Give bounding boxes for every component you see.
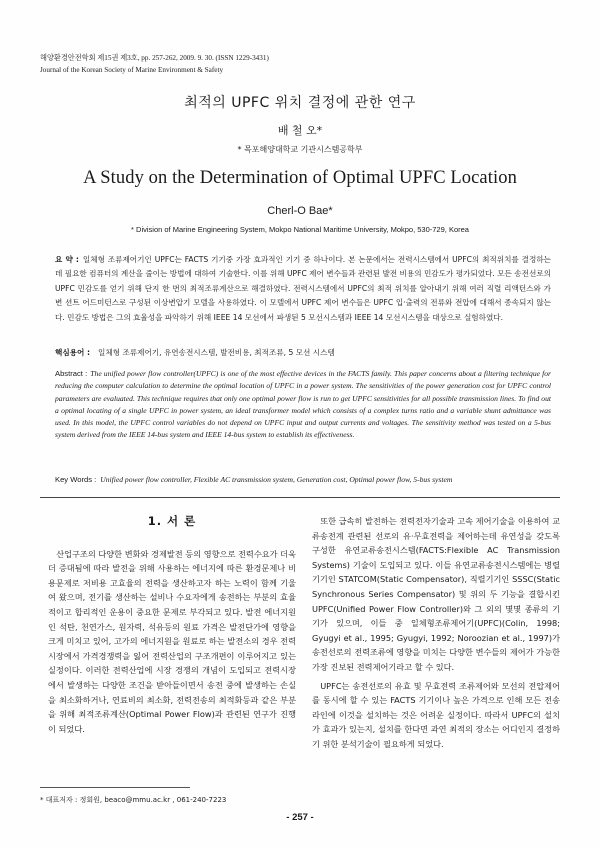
abstract-korean-text: 일체형 조류제어기인 UPFC는 FACTS 기기중 가장 효과적인 기기 중 하나이다. 본 논문에서는 전력시스템에서 UPFC의 최적위치를 결정하는 데 필요한 컴퓨터의 계산을 줄이는 방법에 대하여 기술한다. 이를 위해 UPFC 제어 변수들과 관련된 발전 비용의 민감도가 평가되었다. 모든 송전선로의 UPFC 민감도를 얻기 위해 단지 한 번의 최적조류계산으로 해결하였다. 전력시스템에서 UPFC의 최적 위치를 알아내기 위해 여러 직렬 리액턴스와 가변 션트 어드미턴스로 구성된 이상변압기 모델을 사용하였다. 이 모델에서 UPFC 제어 변수들은 UPFC 입·출력의 전류와 전압에 대해서 종속되지 않는다. 민감도 방법은 그의 효율성을 파악하기 위해 IEEE 14 모선에서 파생된 5 모선시스템과 IEEE 14 모선시스템을 대상으로 실험하였다. (55, 255, 551, 322)
abstract-english-label: Abstract : (55, 369, 88, 378)
body-paragraph: 산업구조의 다양한 변화와 경제발전 등의 영향으로 전력수요가 더욱더 증대됨에 따라 발전을 위해 사용하는 에너지에 따른 환경문제나 비용문제로 저비용 고효율의 전력을 생산하고자 하는 노력이 함께 기울여 왔으며, 전기를 생산하는 설비나 수요자에게 송전하는 부분의 효율적이고 합리적인 운용이 중요한 문제로 부각되고 있다. 발전 에너지원인 석탄, 천연가스, 원자력, 석유등의 원료 가격은 발전단가에 영향을 크게 미치고 있어, 고가의 에너지원을 원료로 하는 발전소의 경우 전력시장에서 가격경쟁력을 잃어 전력산업의 구조개편이 이루어지고 있는 실정이다. 이러한 전력산업에 시장 경쟁의 개념이 도입되고 전력시장에서 발생하는 다양한 조건을 받아들이면서 송전 중에 발생하는 손실을 최소화하거나, 연료비의 최소화, 전력전송의 최적화등과 같은 부분을 위해 최적조류계산(Optimal Power Flow)과 관련된 연구가 진행이 되었다. (48, 548, 296, 734)
abstract-english (55, 368, 551, 442)
divider-line (40, 497, 560, 498)
author-korean: 배 철 오* (277, 124, 323, 137)
abstract-korean (55, 253, 551, 325)
keywords-english-label: Key Words : (55, 475, 97, 484)
title-english: A Study on the Determination of Optimal UPFC Location (83, 168, 517, 188)
affiliation-korean: * 목포해양대학교 기관시스템공학부 (237, 145, 363, 154)
keywords-korean-text: 일체형 조류제어기, 유연송전시스템, 발전비용, 최적조류, 5 모선 시스템 (98, 348, 335, 357)
keywords-korean (55, 347, 551, 358)
column-left (48, 514, 296, 736)
journal-citation: 해양환경안전학회 제15권 제3호, pp. 257-262, 2009. 9. 30. (ISSN 1229-3431) (40, 54, 269, 62)
column-right (312, 514, 560, 752)
journal-header (40, 52, 269, 76)
footnote-divider (40, 787, 190, 788)
abstract-korean-label: 요 약 : (55, 255, 79, 264)
abstract-english-text: The unified power flow controller(UPFC) is one of the most effective devices in the FACTS family. This paper concerns about a filtering technique for reducing the computer calculation to determine the optimal location of UPFC in a power system. The sensitivities of the power generation cost for UPFC control parameters are evaluated. This technique requires that only one optimal power flow is run to get UPFC sensitivities for all possible transmission lines. To find out a optimal locating of a single UPFC in power system, an ideal transformer model which consists of a complex turns ratio and a variable shunt admittance was used. In this model, the UPFC control variables do not depend on UPFC input and output currents and voltages. The sensitivity method was tested on a 5-bus system derived from the IEEE 14-bus system and IEEE 14-bus system to establish its effectiveness. (55, 369, 551, 440)
keywords-english-text: Unified power flow controller, Flexible AC transmission system, Generation cost, Optimal power flow, 5-bus system (100, 475, 453, 484)
section-heading: 1. 서 론 (147, 514, 197, 528)
keywords-english (55, 475, 551, 484)
keywords-korean-label: 핵심용어 : (55, 348, 91, 357)
author-english: Cherl-O Bae* (267, 205, 333, 217)
footnote: * 대표저자 : 정회원, beaco@mmu.ac.kr , 061-240-7223 (40, 796, 227, 804)
affiliation-english: * Division of Marine Engineering System, Mokpo National Maritime University, Mokpo, 530-729, Korea (131, 225, 469, 234)
journal-name: Journal of the Korean Society of Marine Environment & Safety (40, 66, 224, 74)
body-paragraph: UPFC는 송전선로의 유효 및 무효전력 조류제어와 모선의 전압제어를 동시에 할 수 있는 FACTS 기기이나 높은 가격으로 인해 모든 전송 라인에 이것을 설치하는 것은 어려운 실정이다. 따라서 UPFC의 설치가 효과가 있는지, 설치를 한다면 과연 최적의 장소는 어디인지 결정하기 위한 분석기술이 필요하게 되었다. (312, 680, 560, 749)
title-korean: 최적의 UPFC 위치 결정에 관한 연구 (184, 95, 416, 111)
body-paragraph: 또한 급속히 발전하는 전력전자기술과 고속 제어기술을 이용하여 교류송전계 관련된 선로의 유·무효전력을 제어하는데 유연성을 갖도록 구성한 유연교류송전시스템(FACTS:Flexible AC Transmission Systems) 기술이 도입되고 있다. 이들 유연교류송전시스템에는 병렬기기인 STATCOM(Static Compensator), 직렬기기인 SSSC(Static Synchronous Series Compensator) 및 위의 두 기능을 결합시킨 UPFC(Unified Power Flow Controller)와 그 외의 몇몇 종류의 기기가 있으며, 이들 중 일체형조류제어기(UPFC)(Colin, 1998; Gyugyi et al., 1995; Gyugyi, 1992; Noroozian et al., 1997)가 송전선로의 전력조류에 영향을 미치는 다양한 변수들의 제어가 가능한 가장 진보된 전력제어기라고 할 수 있다. (312, 516, 560, 672)
page-number: - 257 - (286, 812, 314, 823)
